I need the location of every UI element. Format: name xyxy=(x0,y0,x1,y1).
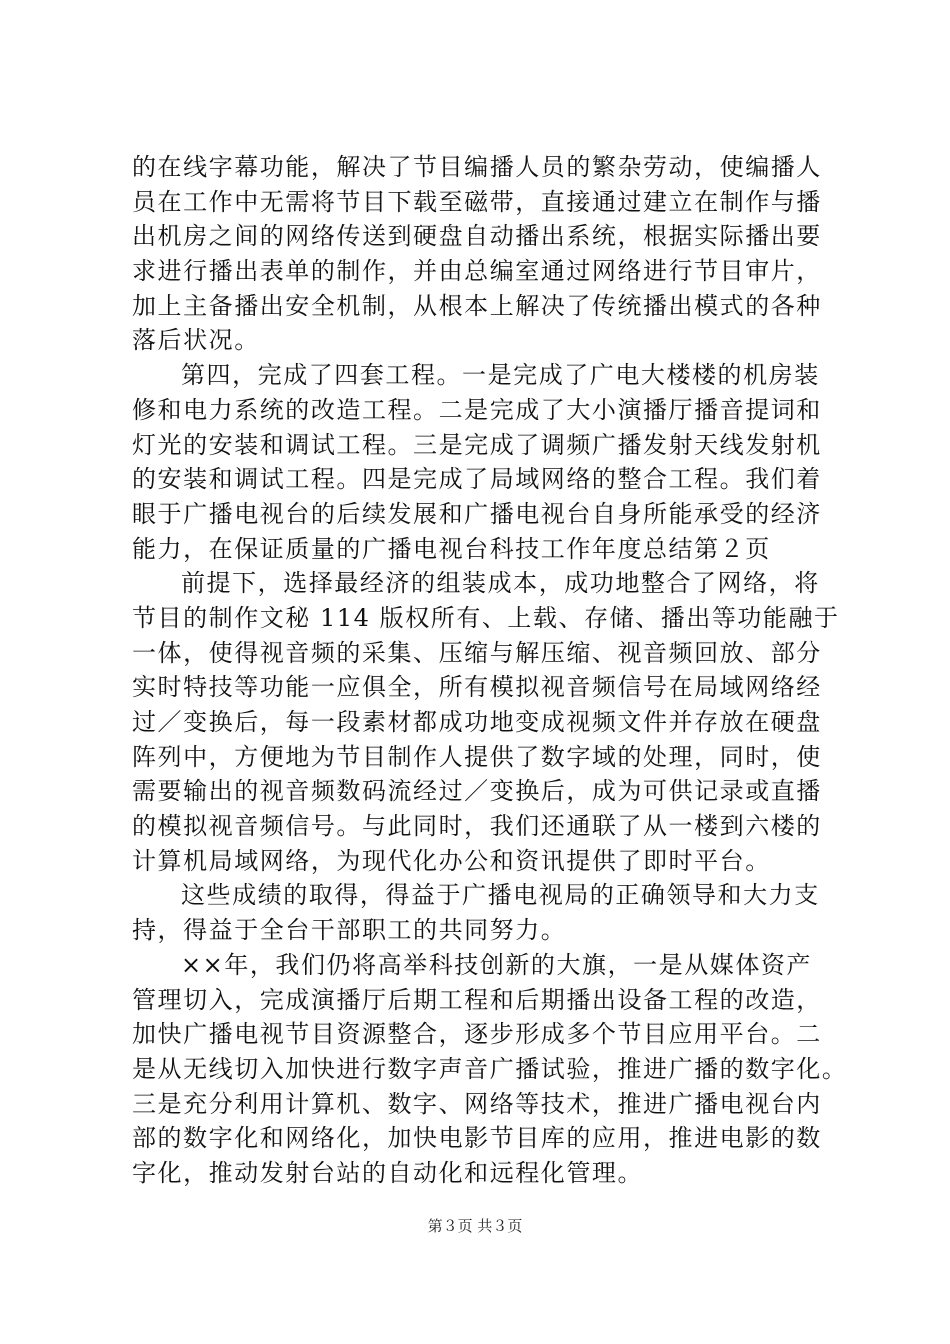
text-line: 需要输出的视音频数码流经过／变换后，成为可供记录或直播 xyxy=(132,777,822,806)
text-line: 灯光的安装和调试工程。三是完成了调频广播发射天线发射机 xyxy=(132,430,822,459)
text-line: 能力，在保证质量的广播电视台科技工作年度总结第２页 xyxy=(132,534,771,563)
text-line: 实时特技等功能一应俱全，所有模拟视音频信号在局域网络经 xyxy=(132,673,822,702)
text-line: 阵列中，方便地为节目制作人提供了数字域的处理，同时，使 xyxy=(132,742,822,771)
text-line: 一体，使得视音频的采集、压缩与解压缩、视音频回放、部分 xyxy=(132,638,822,667)
text-line: 的在线字幕功能，解决了节目编播人员的繁杂劳动，使编播人 xyxy=(132,153,822,181)
text-line: 过／变换后，每一段素材都成功地变成视频文件并存放在硬盘 xyxy=(132,708,822,736)
text-line: 三是充分利用计算机、数字、网络等技术，推进广播电视台内 xyxy=(132,1089,822,1118)
text-line: 是从无线切入加快进行数字声音广播试验，推进广播的数字化。 xyxy=(132,1054,848,1083)
text-line: 出机房之间的网络传送到硬盘自动播出系统，根据实际播出要 xyxy=(132,222,822,251)
text-line: 的安装和调试工程。四是完成了局域网络的整合工程。我们着 xyxy=(132,465,822,494)
text-line: 字化，推动发射台站的自动化和远程化管理。 xyxy=(132,1158,643,1187)
text-line: 持，得益于全台干部职工的共同努力。 xyxy=(132,916,567,945)
paragraph-first-line: ××年，我们仍将高举科技创新的大旗，一是从媒体资产 xyxy=(181,950,812,979)
page-footer xyxy=(0,1215,950,1236)
text-line: 眼于广播电视台的后续发展和广播电视台自身所能承受的经济 xyxy=(132,499,822,528)
text-line: 加快广播电视节目资源整合，逐步形成多个节目应用平台。二 xyxy=(132,1020,822,1049)
paragraph-first-line: 前提下，选择最经济的组装成本，成功地整合了网络，将 xyxy=(181,569,820,598)
text-line: 加上主备播出安全机制，从根本上解决了传统播出模式的各种 xyxy=(132,291,822,320)
text-line: 员在工作中无需将节目下载至磁带，直接通过建立在制作与播 xyxy=(132,187,822,216)
text-line: 求进行播出表单的制作，并由总编室通过网络进行节目审片， xyxy=(132,257,822,286)
text-line: 管理切入，完成演播厅后期工程和后期播出设备工程的改造， xyxy=(132,985,822,1014)
text-line: 修和电力系统的改造工程。二是完成了大小演播厅播音提词和 xyxy=(132,395,822,424)
paragraph-first-line: 第四，完成了四套工程。一是完成了广电大楼楼的机房装 xyxy=(181,361,820,390)
text-line: 部的数字化和网络化，加快电影节目库的应用，推进电影的数 xyxy=(132,1124,822,1153)
document-body xyxy=(132,150,848,1191)
text-line: 的模拟视音频信号。与此同时，我们还通联了从一楼到六楼的 xyxy=(132,812,822,841)
page-number-label: 第３页 共３页 xyxy=(427,1217,523,1235)
text-line: 计算机局域网络，为现代化办公和资讯提供了即时平台。 xyxy=(132,846,771,875)
text-line: 落后状况。 xyxy=(132,326,260,355)
text-line: 节目的制作文秘 114 版权所有、上载、存储、播出等功能融于 xyxy=(132,603,840,632)
paragraph-first-line: 这些成绩的取得，得益于广播电视局的正确领导和大力支 xyxy=(181,881,820,910)
